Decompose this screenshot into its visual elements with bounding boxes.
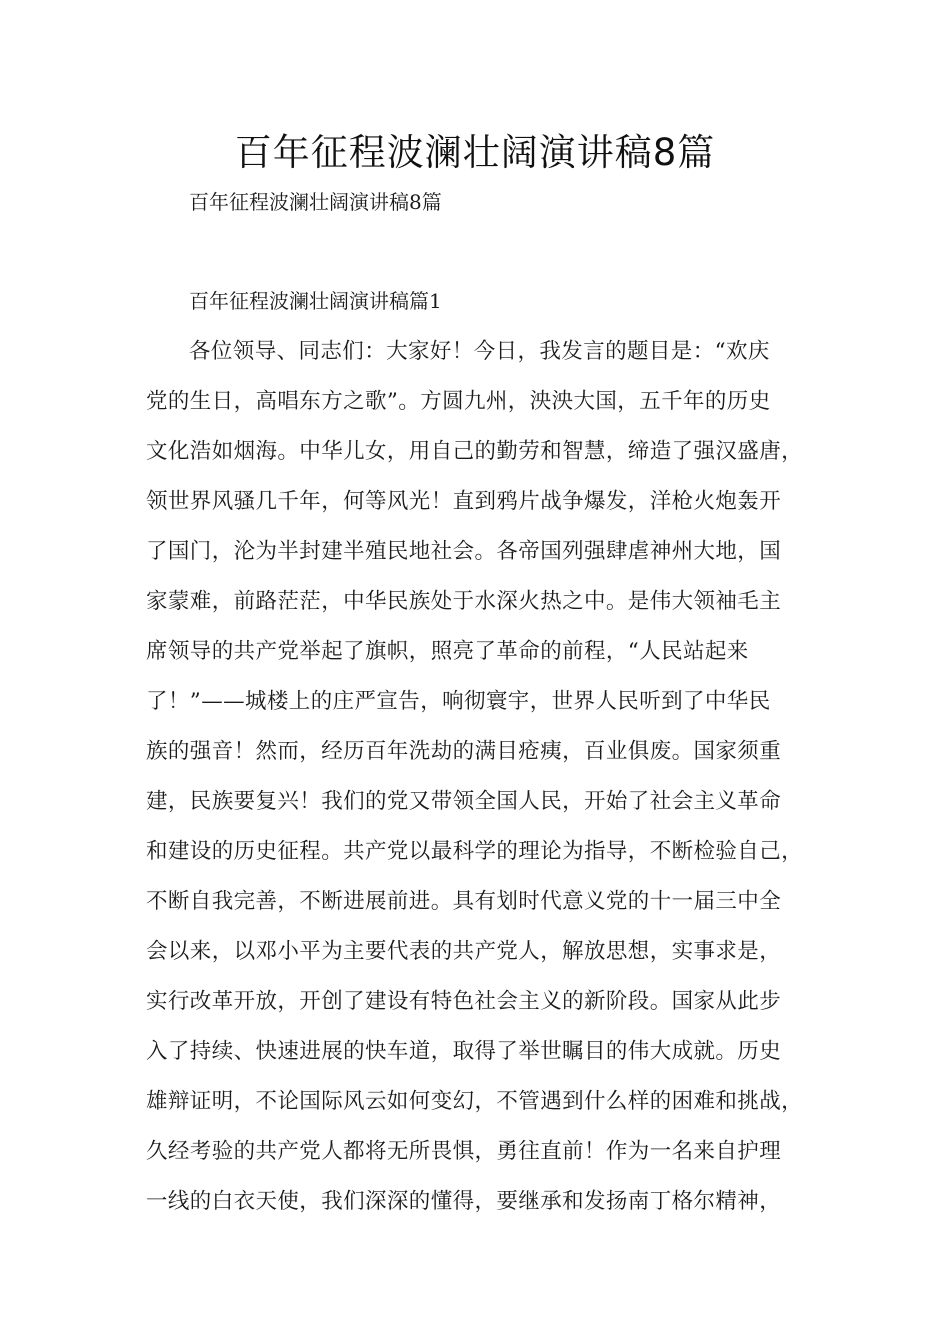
document-title: 百年征程波澜壮阔演讲稿8篇 xyxy=(234,131,716,174)
body-line: 一线的白衣天使，我们深深的懂得，要继承和发扬南丁格尔精神， xyxy=(146,1189,782,1214)
body-line: 实行改革开放，开创了建设有特色社会主义的新阶段。国家从此步 xyxy=(146,989,782,1014)
body-line: 席领导的共产党举起了旗帜，照亮了革命的前程，“人民站起来 xyxy=(146,639,749,664)
body-line: 族的强音！然而，经历百年洗劫的满目疮痍，百业俱废。国家须重 xyxy=(146,739,782,764)
body-line: 文化浩如烟海。中华儿女，用自己的勤劳和智慧，缔造了强汉盛唐， xyxy=(146,439,804,464)
body-text xyxy=(146,333,826,1233)
body-line: 久经考验的共产党人都将无所畏惧，勇往直前！作为一名来自护理 xyxy=(146,1139,782,1164)
document-subtitle: 百年征程波澜壮阔演讲稿8篇 xyxy=(189,190,442,214)
body-line: 雄辩证明，不论国际风云如何变幻，不管遇到什么样的困难和挑战， xyxy=(146,1089,804,1114)
section-heading: 百年征程波澜壮阔演讲稿篇1 xyxy=(189,289,442,313)
body-line: 和建设的历史征程。共产党以最科学的理论为指导，不断检验自己， xyxy=(146,839,804,864)
body-line: 会以来，以邓小平为主要代表的共产党人，解放思想，实事求是， xyxy=(146,939,782,964)
body-line: 了国门，沦为半封建半殖民地社会。各帝国列强肆虐神州大地，国 xyxy=(146,539,782,564)
body-line: 家蒙难，前路茫茫，中华民族处于水深火热之中。是伟大领袖毛主 xyxy=(146,589,782,614)
body-line: 不断自我完善，不断进展前进。具有划时代意义党的十一届三中全 xyxy=(146,889,782,914)
body-line: 各位领导、同志们：大家好！今日，我发言的题目是：“欢庆 xyxy=(189,339,770,364)
body-line: 党的生日，高唱东方之歌”。方圆九州，泱泱大国，五千年的历史 xyxy=(146,389,771,414)
body-line: 领世界风骚几千年，何等风光！直到鸦片战争爆发，洋枪火炮轰开 xyxy=(146,489,782,514)
body-line: 了！”——城楼上的庄严宣告，响彻寰宇，世界人民听到了中华民 xyxy=(146,689,771,714)
body-line: 入了持续、快速进展的快车道，取得了举世瞩目的伟大成就。历史 xyxy=(146,1039,782,1064)
body-line: 建，民族要复兴！我们的党又带领全国人民，开始了社会主义革命 xyxy=(146,789,782,814)
